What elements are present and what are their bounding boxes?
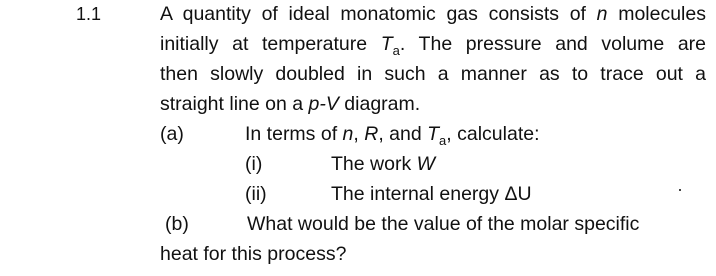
part-b-label: (b) <box>165 213 189 235</box>
question-number: 1.1 <box>76 4 102 24</box>
var-pv: p-V <box>308 93 339 115</box>
stem-text: . The pressure and volume are <box>399 33 707 55</box>
part-b-line-2: heat for this process? <box>160 243 347 265</box>
item-text: The work <box>331 153 417 175</box>
prompt-text: , <box>353 123 365 145</box>
part-a-label: (a) <box>160 123 184 145</box>
part-a-prompt <box>245 120 540 149</box>
prompt-text: , and <box>378 123 428 145</box>
item-ii-text <box>331 180 532 209</box>
prompt-text: In terms of <box>245 123 343 145</box>
stem-line-4 <box>160 90 420 119</box>
var-t: T <box>427 123 440 145</box>
stem-line-3 <box>160 60 706 89</box>
stem-line-2 <box>160 30 706 59</box>
var-n: n <box>342 123 354 145</box>
scan-speck <box>679 189 681 191</box>
stem-text: then slowly doubled in such a manner as to trace out a <box>160 63 706 85</box>
var-r: R <box>364 123 379 145</box>
subscript-a: a <box>439 132 447 148</box>
item-text: The internal energy <box>331 183 505 205</box>
item-i-label: (i) <box>245 153 263 175</box>
prompt-text: , calculate: <box>446 123 540 145</box>
stem-line-1 <box>160 0 706 29</box>
subscript-a: a <box>392 42 400 58</box>
var-n: n <box>596 3 608 25</box>
var-w: W <box>416 153 436 175</box>
item-ii-label: (ii) <box>245 183 267 205</box>
var-t: T <box>380 33 393 55</box>
item-i-text <box>331 150 435 179</box>
part-b-line-1: What would be the value of the molar specific <box>247 213 640 235</box>
stem-text: molecules <box>607 3 706 25</box>
var-delta-u: ΔU <box>504 183 532 205</box>
stem-text: straight line on a <box>160 93 309 115</box>
stem-text: A quantity of ideal monatomic gas consists of <box>160 3 597 25</box>
stem-text: initially at temperature <box>160 33 381 55</box>
stem-text: diagram. <box>338 93 421 115</box>
